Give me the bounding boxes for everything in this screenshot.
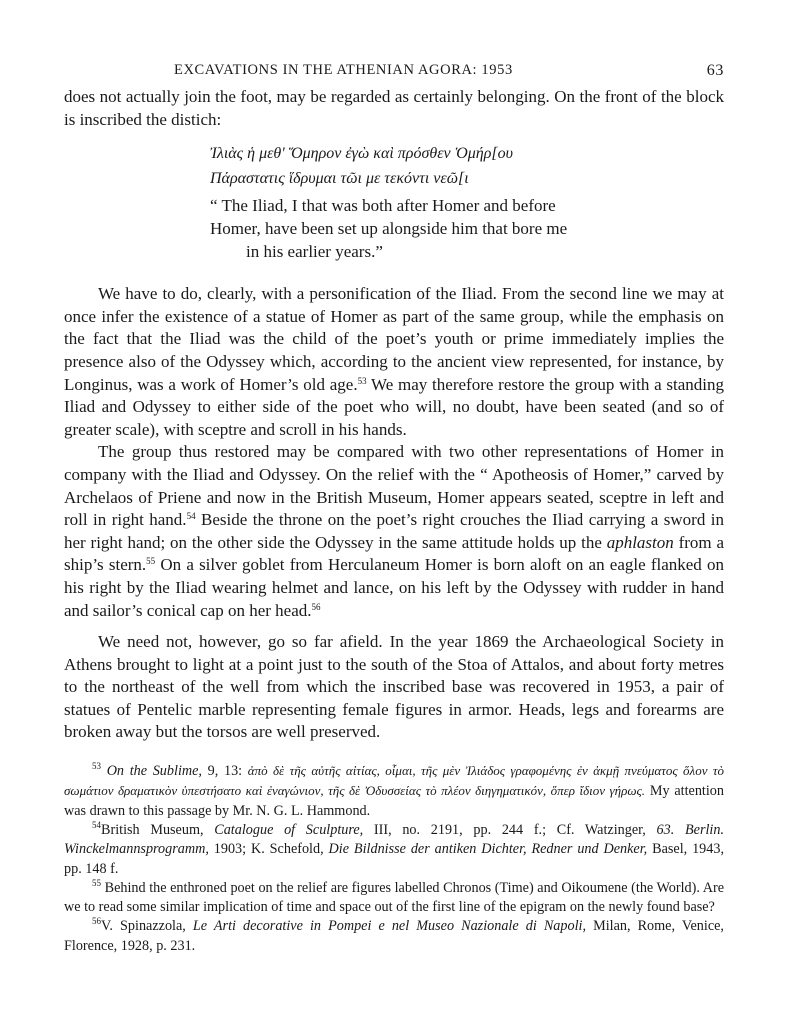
footnote-title: Catalogue of Sculpture, (214, 821, 364, 838)
footnote-ref-55[interactable]: 55 (146, 556, 156, 567)
footnote-text: V. Spinazzola, (101, 918, 193, 935)
footnote-title: 63. Berlin. Winckelmannsprogramm, (64, 821, 724, 858)
translation-line-1: “ The Iliad, I that was both after Homer and before (210, 196, 556, 216)
paragraph-text: On a silver goblet from Herculaneum Homer is born aloft on an eagle flanked on his right by the Iliad wearing helmet and lance, on his left by the Odyssey with rudder in hand and sailor’s conical cap on her head. (64, 555, 724, 620)
paragraph-opening: does not actually join the foot, may be regarded as certainly belonging. On the front of the block is inscribed the distich: (64, 87, 724, 129)
footnote-53 (64, 761, 724, 821)
footnote-title: Die Bildnisse der antiken Dichter, Redner und Denker, (328, 841, 648, 858)
footnotes (64, 761, 724, 956)
footnote-ref-56[interactable]: 56 (311, 601, 321, 612)
paragraph-group-comparison (64, 441, 724, 622)
footnote-number: 54 (92, 819, 101, 830)
translation-line-2: Homer, have been set up alongside him that bore me (210, 219, 568, 239)
greek-inscription (210, 141, 724, 191)
footnote-55 (64, 879, 724, 918)
footnote-text: Milan, Rome, Venice, Florence, 1928, p. 231. (64, 918, 724, 954)
paragraph-personification (64, 283, 724, 441)
footnote-text: III, no. 2191, pp. 244 f.; Cf. Watzinger, (363, 821, 657, 838)
inscription-line-2: Πάραστατις ἵδρυμαι τῶι με τεκόντι νεῶ[ι (210, 170, 469, 188)
footnote-ref-53[interactable]: 53 (357, 375, 367, 386)
footnote-text: Basel, 1943, pp. 148 f. (64, 841, 724, 877)
footnote-ref-54[interactable]: 54 (186, 511, 196, 522)
footnote-title: Le Arti decorative in Pompei e nel Museo Nazionale di Napoli, (192, 918, 587, 935)
footnote-number: 53 (92, 761, 101, 772)
footnote-56 (64, 917, 724, 956)
paragraph-text: We have to do, clearly, with a personification of the Iliad. From the second line we may at once infer the existence of a statue of Homer as part of the same group, while the emphasis on the fact that the Iliad was the child of the poet’s youth or prime immediately implies the presence also of the Odyssey which, according to the ancient view represented, for instance, by Longinus, was a work of Homer’s old age. (64, 284, 724, 394)
footnote-number: 55 (92, 877, 101, 888)
footnote-text: My attention was drawn to this passage by Mr. N. G. L. Hammond. (64, 783, 724, 819)
aphlaston-term: aphlaston (606, 532, 674, 552)
page-number: 63 (706, 62, 724, 79)
footnote-number: 56 (92, 916, 101, 927)
footnote-text: British Museum, (101, 821, 215, 838)
running-title: EXCAVATIONS IN THE ATHENIAN AGORA: 1953 (174, 62, 513, 78)
paragraph-text: We may therefore restore the group with a standing Iliad and Odyssey to either side of the poet who will, no doubt, have been seated (and so of greater scale), with sceptre and scroll in his hands. (64, 374, 724, 439)
paragraph-text: from a ship’s stern. (64, 532, 725, 575)
footnote-text: 1903; K. Schefold, (208, 841, 329, 858)
footnote-greek-quote: ἀπὸ δὲ τῆς αὐτῆς αἰτίας, οἶμαι, τῆς μὲν Ἰλιάδος γραφομένης ἐν ἀκμῇ πνεύματος ὅλον τὸ σωμάτιον δραματικὸν ὑπεστήσατο καὶ ἐναγώνιον, τῆς δὲ Ὀδυσσείας τὸ πλέον διηγηματικόν, ὅπερ ἴδιον γήρως. (64, 763, 724, 799)
footnote-text: Behind the enthroned poet on the relief are figures labelled Chronos (Time) and Oikoumene (the World). Are we to read some similar implication of time and space out of the first line of the epigram on the newly found base? (64, 879, 725, 916)
paragraph-text: Beside the throne on the poet’s right crouches the Iliad carrying a sword in her right hand; on the other side the Odyssey in the same attitude holds up the (64, 510, 724, 552)
footnote-54 (64, 821, 724, 879)
footnote-title: On the Sublime, (106, 763, 202, 780)
page (64, 58, 724, 956)
paragraph-text: The group thus restored may be compared with two other representations of Homer in company with the Iliad and Odyssey. On the relief with the “ Apotheosis of Homer,” carved by Archelaos of Priene and now in the British Museum, Homer appears seated, sceptre in left and roll in right hand. (64, 442, 724, 530)
inscription-line-1: Ἰλιὰς ἡ μεθ' Ὅμηρον ἐγὼ καὶ πρόσθεν Ὁμήρ[ου (210, 145, 513, 163)
translation-line-3: in his earlier years.” (246, 242, 383, 262)
paragraph-statues: We need not, however, go so far afield. In the year 1869 the Archaeological Society in Athens brought to light at a point just to the south of the Stoa of Attalos, and about forty metres to the northeast of the well from which the inscribed base was recovered in 1953, a pair of statues of Pentelic marble representing female figures in armor. Heads, legs and forearms are broken away but the torsos are well preserved. (64, 632, 724, 742)
running-head (64, 58, 724, 86)
footnote-text: 9, 13: (201, 763, 248, 780)
inscription-translation (210, 194, 724, 263)
